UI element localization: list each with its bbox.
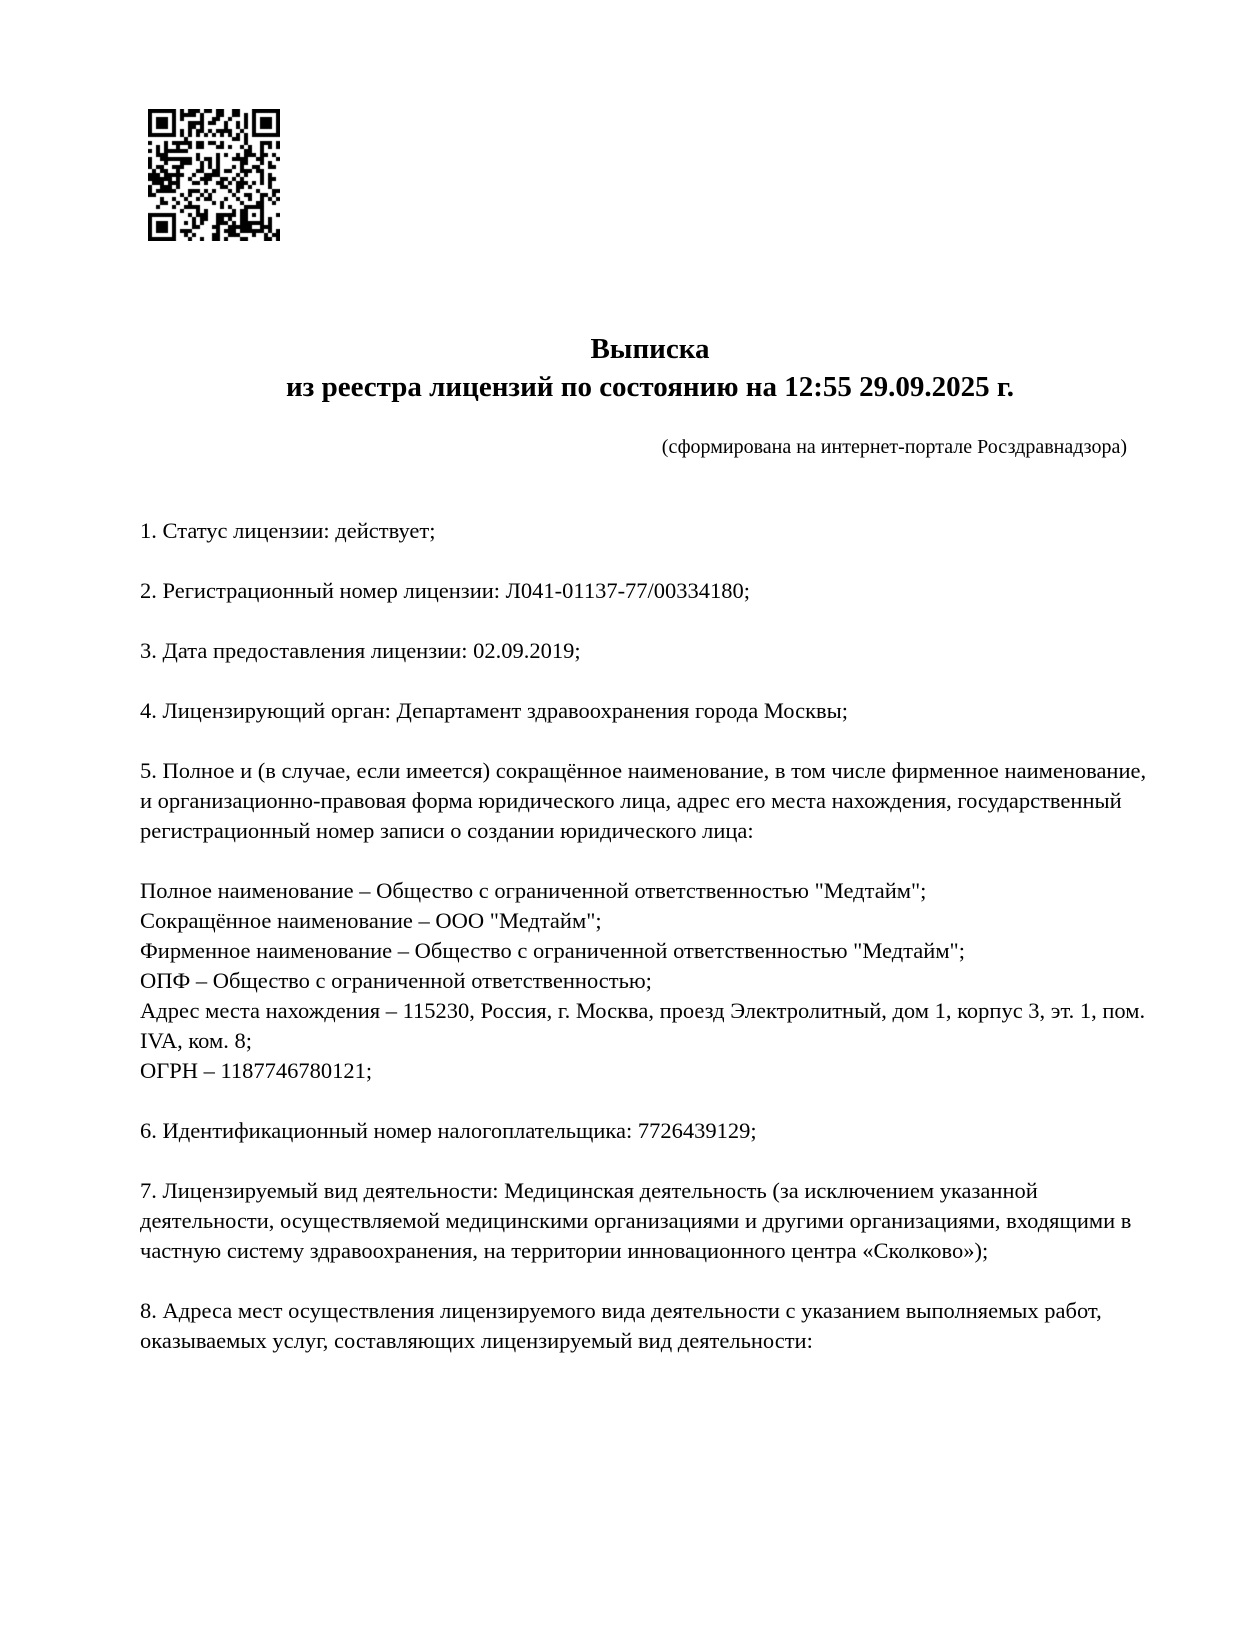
paragraph-name-intro: 5. Полное и (в случае, если имеется) сокращённое наименование, в том числе фирменное наименование, и организационно-правовая форма юридического лица, адрес его места нахождения, государственный регистрационный номер записи о создании юридического лица: (140, 758, 1147, 843)
paragraph-licensing-authority: 4. Лицензирующий орган: Департамент здравоохранения города Москвы; (140, 698, 849, 723)
company-short-name: Сокращённое наименование – ООО "Медтайм"; (140, 908, 602, 933)
title-line-2: из реестра лицензий по состоянию на 12:55 29.09.2025 г. (285, 371, 1015, 403)
company-brand-name: Фирменное наименование – Общество с ограниченной ответственностью "Медтайм"; (140, 938, 965, 963)
paragraph-license-status: 1. Статус лицензии: действует; (140, 518, 436, 543)
paragraph-registration-number: 2. Регистрационный номер лицензии: Л041-01137-77/00334180; (140, 578, 751, 603)
company-details-block (140, 876, 1155, 1086)
title-line-1: Выписка (590, 333, 710, 365)
paragraph-licensed-activity: 7. Лицензируемый вид деятельности: Медицинская деятельность (за исключением указанной деятельности, осуществляемой медицинскими организациями и другими организациями, входящими в частную систему здравоохранения, на территории инновационного центра «Сколково»); (140, 1178, 1132, 1263)
company-ogrn: ОГРН – 1187746780121; (140, 1058, 373, 1083)
company-address: Адрес места нахождения – 115230, Россия, г. Москва, проезд Электролитный, дом 1, корпус 3, эт. 1, пом. IVA, ком. 8; (140, 998, 1146, 1053)
subtitle-note: (сформирована на интернет-портале Росздравнадзора) (661, 436, 1127, 458)
document-title (140, 330, 1160, 406)
paragraph-grant-date: 3. Дата предоставления лицензии: 02.09.2019; (140, 638, 581, 663)
qr-code (148, 109, 280, 241)
paragraph-inn: 6. Идентификационный номер налогоплательщика: 7726439129; (140, 1118, 757, 1143)
company-full-name: Полное наименование – Общество с ограниченной ответственностью "Медтайм"; (140, 878, 927, 903)
document-body (140, 516, 1155, 1386)
paragraph-addresses-intro: 8. Адреса мест осуществления лицензируемого вида деятельности с указанием выполняемых работ, оказываемых услуг, составляющих лицензируемый вид деятельности: (140, 1298, 1102, 1353)
company-legal-form: ОПФ – Общество с ограниченной ответственностью; (140, 968, 652, 993)
